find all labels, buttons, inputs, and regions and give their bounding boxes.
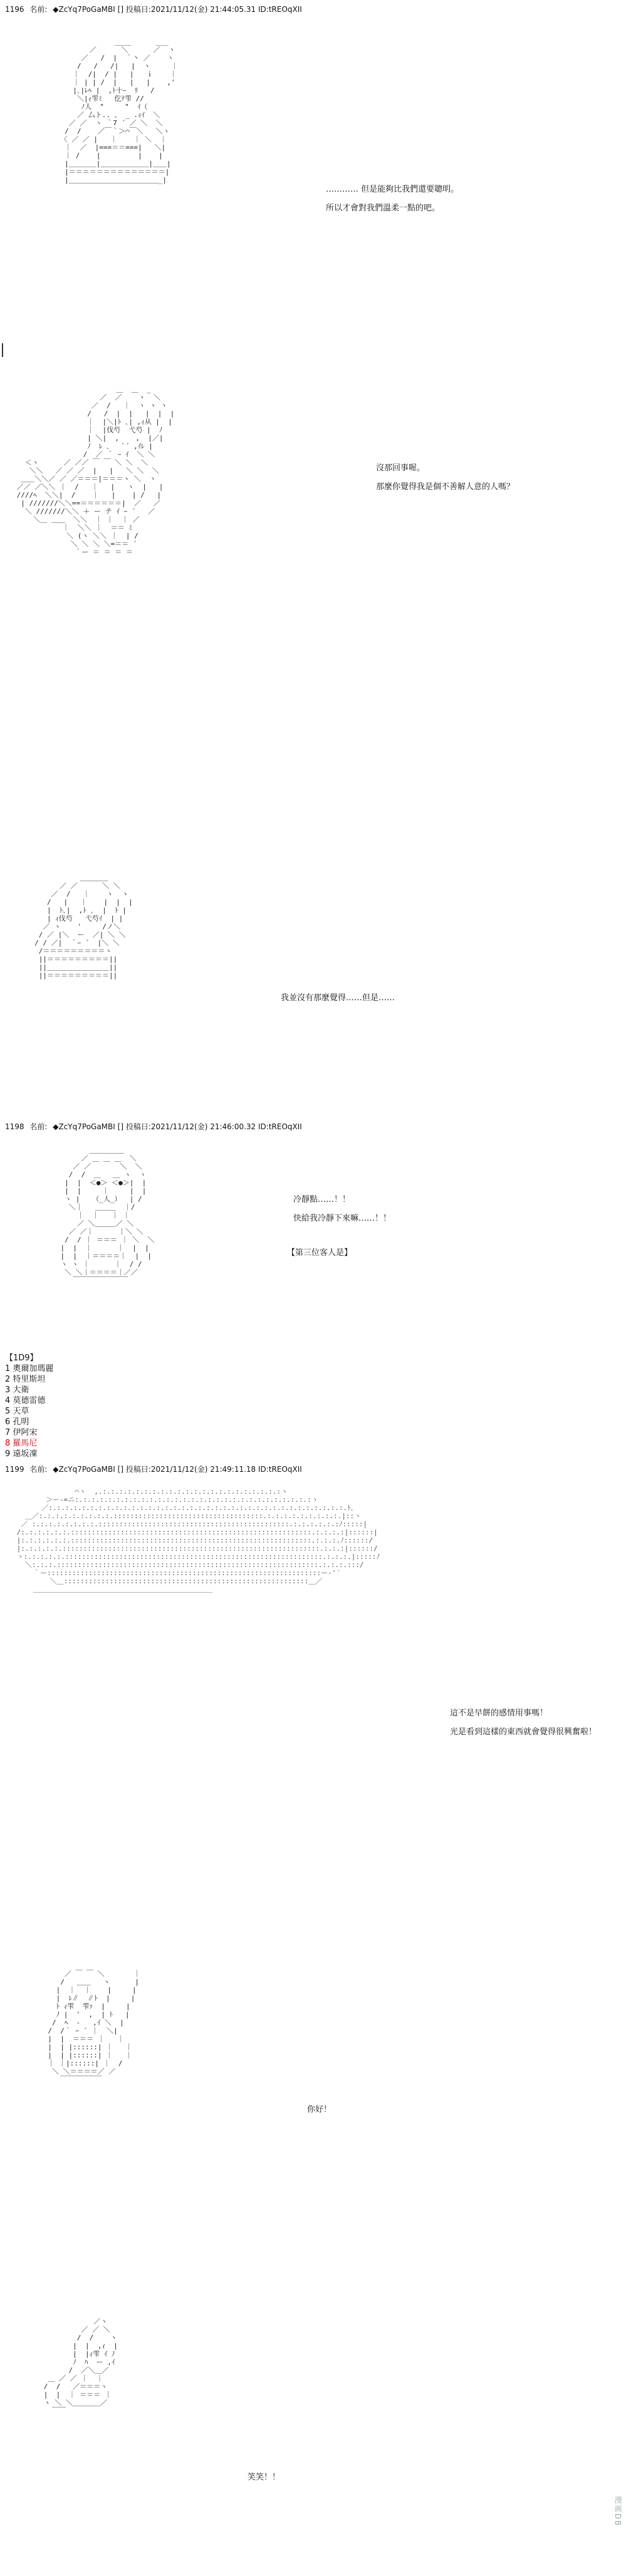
ascii-art-figure-6: ／ ￣ ￣ ＼ ｜ / ＿＿ ヽ | | ｜ ｜ | | | ﾚ∥ ∥ﾄ | | ﾄ ｨ雫 雫ｧ | | ﾉ | ' , | ﾄ | / ﾍ ‐ ,ｲ ＼ | / /｀ ｰ ´ ｜ ＼| | | ＝＝＝ ｜ ｜ | | |::::::| ｜ ｜ | | |::::::| ｜ ｜ ｜ ｜|::::::| ｜ / ＼ ＼＝＝＝＝／ ／ ￣￣￣￣￣￣ <box>48 1970 141 2084</box>
poster-name[interactable]: ◆ZcYq7PoGaMBI <box>53 5 115 14</box>
dialog-line: 笑笑！！ <box>248 2473 281 2482</box>
list-item: 5 天草 <box>5 1407 29 1416</box>
dialog-line: 光是看到這樣的東西就會覺得很興奮啦！ <box>450 1727 597 1737</box>
list-header: 【1D9】 <box>5 1353 38 1363</box>
dialog-line: 那麼你覺得我是個不善解人意的人嗎？ <box>376 482 515 492</box>
ascii-art-figure-4: ＿＿＿＿＿ ／ ＿ ＿ ＿ ＼ ／ ／ ＼ ＼ / / ＿ ＿ ヽ ヽ | | ＜●＞ ＜●＞| | | | ｜ | | ヽ | （_人_） | / ＼｜ ＿＿＿ ｜/ ｜ ｜ ｜ ｜ ／ ＼＿＿＿／ ＼ ／ ／｜ ｜＼ ＼ / / ｜ ＝＝＝ ｜ ＼ ＼ | | ｜ ｜ | | | | ｜＝＝＝＝｜ | | ヽ ヽ ｜ ｜ / / ＼ ＼｜＝＝＝＝｜／／ ￣￣￣￣￣￣￣￣ <box>60 1146 155 1285</box>
watermark: 漫画DB <box>613 2496 622 2527</box>
post-meta: [] 投稿日:2021/11/12(金) 21:44:05.31 ID:tREOqXII <box>117 5 302 14</box>
list-item: 2 特里斯坦 <box>5 1375 46 1384</box>
post-number: 1196 <box>5 5 24 14</box>
list-item: 3 大衛 <box>5 1385 29 1395</box>
post-number: 1198 <box>5 1122 24 1131</box>
post-meta: [] 投稿日:2021/11/12(金) 21:46:00.32 ID:tREOqXII <box>117 1122 302 1131</box>
post-number: 1199 <box>5 1465 24 1474</box>
dialog-line: 沒那回事喔。 <box>376 463 425 473</box>
poster-name[interactable]: ◆ZcYq7PoGaMBI <box>53 1122 115 1131</box>
ascii-art-figure-1: ____ ___ ／ ＼ ／ ヽ ／ / | ｀丶 ／ ヽ / / /| | ヽ ｜ ｜ /| / | | ｉ ｜ ｜ | | / | | | ,' |､|ﾚﾍ | ,ﾄ十ｰ ﾘ / ＼|ｨ雫ﾐ 仡ﾃ雫 // ﾉ人 " " ｲ（ ／ 厶ト.. 、 _ .ｨｲ ＼ ／ ／ ヽ ｀7 ´ ／ ＼ ＼ / / ／￣｀＞⌒￣＼ ＼ヽ 〈 ／ ／ | ｜ ｜ ＼ ｜ ｜ ／ |===＝＝===| ＼| ｜ / | | | |＿＿＿＿|＿＿＿＿＿＿＿|＿＿| |＝＝＝＝＝＝＝＝＝＝＝＝＝＝| |＿＿＿＿＿＿＿＿＿＿＿＿＿_| <box>60 38 179 184</box>
list-item: 9 遠坂凜 <box>5 1449 38 1459</box>
ascii-art-figure-2: ＿ ＿ _ ／ ／ ヽ ＼ ／ / ｜ ヽ ヽ ヽ / / | | | | | ｜ |＼|ﾄ ､| ,ｨ从 | | ｜ |伐芍 弋芍 | ﾉ | ＼| , , |／| ﾉ ﾚ ､ `´ ,ｲﾚ | / ／ ｀ ｰ ｲ ＼ ＼ ＜ヽ ／ ／／ ￣ ￣ ＼ ＼ ＼ ＼＼ ／ ／ ／ | | ＼ ＼ ＼ ＿＿＼＼／ ／ ／＝＝＝|＝＝＝ヽ ＼ ヽ ／／ ／＼＼ ｜ / ｜ | ヽ | | ////ﾍ ＼＼| / ｜ | | / | | ///////＼＼==＝＝＝＝＝＝| ／ ／ ＼ ///////＼＼ ＋ ー テ ｲ ｰ ´ ／ ＼＿ ＿＿ ＼＼ ｜ ｜ ｜ ／ ｜ ＼＼ ｜ ＝＝ ﾐ ＼ (ヽ ＼＼ ｜ | / ＼ ＼ ＼ ＼=＝＝ ´ ｀ー ＝ ＝ ＝ ＝ <box>16 385 175 556</box>
name-label: 名前: <box>29 1122 48 1131</box>
dialog-line: 所以才會對我們溫柔一點的吧。 <box>326 204 441 213</box>
poster-name[interactable]: ◆ZcYq7PoGaMBI <box>53 1465 115 1474</box>
dialog-line: 冷靜點……！！ <box>293 1195 351 1204</box>
scroll-marker <box>2 343 3 357</box>
name-label: 名前: <box>29 5 48 14</box>
ascii-art-figure-3: ＿＿＿＿ ／ ／ ＼ ＼ ／ / ｜ ヽ ヽ / | ｜ | | | | ﾄ､| ,ﾄ ､ | ﾄ | | ｨ伐芍 弋芍ｲ | | ／ ヽ ' /ノ＼ / ／ |＼ ー ／| ＼ ＼ / / ／| ｀ｰ ´ |＼ ＼ /＝＝＝＝＝＝＝＝＝ヽ ||＝＝＝＝＝＝＝＝＝|| ||＿＿＿＿＿＿＿＿＿|| ||＝＝＝＝＝＝＝＝＝|| <box>34 874 133 980</box>
list-item: 7 伊阿宋 <box>5 1428 38 1437</box>
list-item: 6 孔明 <box>5 1417 29 1427</box>
list-item: 1 奧爾加瑪麗 <box>5 1364 54 1373</box>
list-item: 4 莫德雷德 <box>5 1396 46 1405</box>
name-label: 名前: <box>29 1465 48 1474</box>
dialog-line: 這不是早餅的感情用事嗎！ <box>450 1709 548 1718</box>
post-header-1196 <box>5 4 302 14</box>
ascii-art-figure-7: ／ヽ ／ ／ ＼ / / ヽ | | ,ｨ | | |ｨ雫 ｲ ﾉ ﾉ ﾊ ー ,ｲ / ／＼＿／ ＿ ／ ／ ｜ ｜ / / ／＝＝＝ヽ | | ｜ ＝＝＝ ｜ ヽ ＼ ＼＿＿＿＿／ ￣￣ <box>43 2317 118 2415</box>
dialog-line: 快給我冷靜下來嘛……！！ <box>293 1214 392 1223</box>
dialog-line: ………… 但是能夠比我們還要聰明。 <box>326 185 459 194</box>
dialog-line: 【第三位客人是】 <box>287 1248 353 1258</box>
post-meta: [] 投稿日:2021/11/12(金) 21:49:11.18 ID:tREOqXII <box>117 1465 302 1474</box>
dialog-line: 你好！ <box>307 2105 332 2114</box>
post-header-1198 <box>5 1121 302 1132</box>
list-item-highlighted: 8 羅馬尼 <box>5 1439 38 1448</box>
post-header-1199 <box>5 1464 302 1474</box>
dialog-line: 我並沒有那麼覺得……但是…… <box>281 993 395 1003</box>
dice-result-list <box>5 1353 53 1459</box>
ascii-art-figure-5: ⌒ヽ ,.:.:.:.:.:.:.:.:.:.:.:.:.:.:.:.:.:.:.:.:.:.:ヽ ＞ー‐=ニ:.:.:.:.:.:.:.:.:.:.:.:.:.:.:.:.:.:.:.:.:.:.:.:.:.:.:.:.:ヽ ／:.:.:.:.:.:.:.:.:.:.:.:.:.:.:.:.:.:.:.:.:.:.:.:.:.:.:.:.:.:.:.:.:.:.:.:.ﾄ､ ＿／:.:.:.:.:.:.:.:.:.::::::::::::::::::::::::::::::::::::.:.:.:.:.:.:.:.:.:.|::ヽ ／ :.:.:.:.:.:.:.:.::::::::::::::::::::::::::::::::::::::::::::::.:.:.:.:.:.:ﾉ:::::| /:.:.:.:.:.:.::::::::::::::::::::::::::::::::::::::::::::::::::::::::::.:.:.:.:|::::::| |:.:.:.:.:.:.::::::::::::::::::::::::::::::::::::::::::::::::::::::::::.:.:.:.ﾉ::::::/ |:.:.:.:.:.::::::::::::::::::::::::::::::::::::::::::::::::::::::::::::::.:.:.:|::::::/ ヽ:.:.:.:.:.::::::::::::::::::::::::::::::::::::::::::::::::::::::::::::::.:.:.:.|:::::ﾉ ＼:.:.:.:::::::::::::::::::::::::::::::::::::::::::::::::::::::::::::::.:.:.:.:::/ ｀ー::::::::::::::::::::::::::::::::::::::::::::::::::::::::::::::::::ー‐'´ ＼＿:::::::::::::::::::::::::::::::::::::::::::::::::::::::::::＿／ ＿＿＿＿＿＿＿＿＿＿＿＿＿＿＿＿＿＿＿＿＿＿＿＿＿＿ <box>16 1487 380 1593</box>
